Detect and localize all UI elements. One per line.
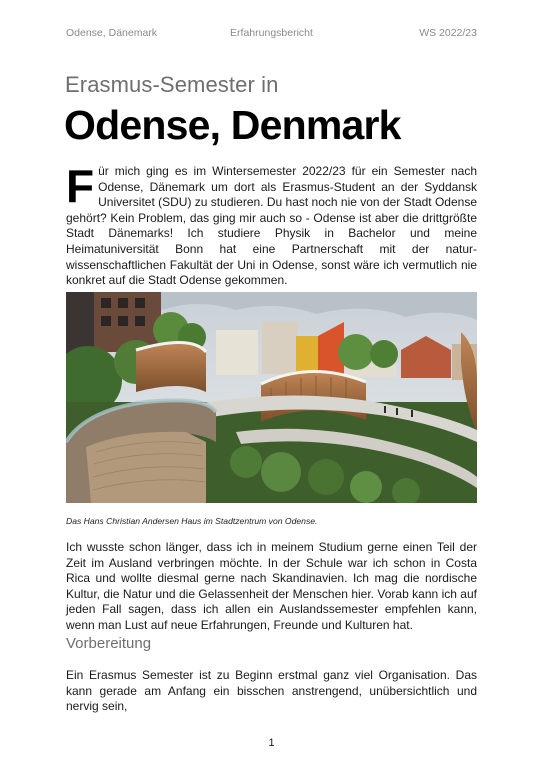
photo-illustration [66,292,477,503]
page-number: 1 [268,737,275,749]
drop-cap: F [66,160,95,212]
body-paragraph-motivation: Ich wusste schon länger, dass ich in meinem Studium gerne einen Teil der Zeit im Ausland verbringen möchte. In der Schule war ich schon in Costa Rica und wollte diesmal gerne nach Skandinavien. Ich mag die nordische Kultur, die Natur und die Gelassenheit der Menschen hier. Vorab kann ich auf jeden Fall sagen, dass ich allen ein Auslandssemester empfehlen kann, wenn man Lust auf neue Erfahrungen, Freunde und Kulturen hat. [66,540,477,632]
intro-text: ür mich ging es im Wintersemester 2022/23 für ein Semester nach Odense, Dänemark um dort als Erasmus-Student an der Syddansk Universitet (SDU) zu studieren. Du hast noch nie von der Stadt Odense gehört? Kein Problem, das ging mir auch so - Odense ist aber die drittgrößte Stadt Dänemarks! Ich studiere Physik in Bachelor und meine Heimatuniversität Bonn hat eine Partnerschaft mit der natur-wissenschaftlichen Fakultät der Uni in Odense, sonst wäre ich vermutlich nie konkret auf die Stadt Odense gekommen. [66,164,477,288]
body-paragraph-preparation: Ein Erasmus Semester ist zu Beginn erstmal ganz viel Organisation. Das kann gerade am Anfang ein bisschen anstrengend, unübersichtlich und nervig sein, [66,668,477,714]
intro-paragraph [66,160,477,289]
header-semester: WS 2022/23 [419,27,477,39]
andersen-house-photo [66,292,477,503]
section-heading: Vorbereitung [66,635,152,652]
header-location: Odense, Dänemark [66,27,158,39]
article-kicker: Erasmus-Semester in [65,72,279,97]
header-document-type: Erfahrungsbericht [230,27,313,39]
article-title: Odense, Denmark [64,102,401,148]
running-header [66,27,477,41]
photo-caption: Das Hans Christian Andersen Haus im Stadtzentrum von Odense. [66,516,318,526]
